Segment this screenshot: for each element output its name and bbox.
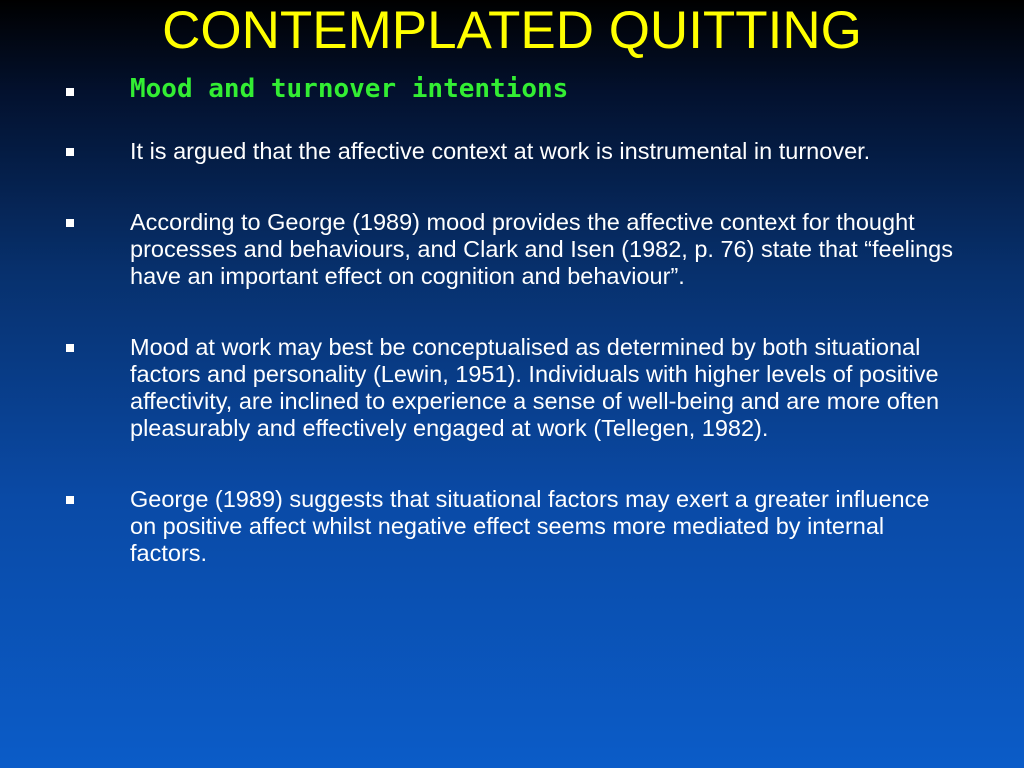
bullet-item bbox=[62, 209, 962, 290]
square-bullet-icon bbox=[66, 344, 74, 352]
bullet-item bbox=[62, 334, 962, 442]
slide-title: CONTEMPLATED QUITTING bbox=[162, 1, 862, 60]
bullet-text: Mood and turnover intentions bbox=[130, 74, 569, 104]
bullet-list bbox=[62, 74, 962, 567]
square-bullet-icon bbox=[66, 496, 74, 504]
square-bullet-icon bbox=[66, 88, 74, 96]
bullet-item bbox=[62, 138, 962, 165]
bullet-text: It is argued that the affective context at work is instrumental in turnover. bbox=[130, 138, 871, 164]
bullet-text: George (1989) suggests that situational factors may exert a greater influence on positive affect whilst negative effect seems more mediated by internal factors. bbox=[130, 486, 930, 566]
bullet-text: According to George (1989) mood provides the affective context for thought processes and behaviours, and Clark and Isen (1982, p. 76) state that “feelings have an important effect on cognition and behaviour”. bbox=[130, 209, 953, 289]
bullet-text: Mood at work may best be conceptualised as determined by both situational factors and personality (Lewin, 1951). Individuals with higher levels of positive affectivity, are inclined to experience a sense of well-being and are more often pleasurably and effectively engaged at work (Tellegen, 1982). bbox=[130, 334, 940, 441]
square-bullet-icon bbox=[66, 219, 74, 227]
bullet-item-subheading bbox=[62, 74, 962, 104]
square-bullet-icon bbox=[66, 148, 74, 156]
bullet-item bbox=[62, 486, 962, 567]
